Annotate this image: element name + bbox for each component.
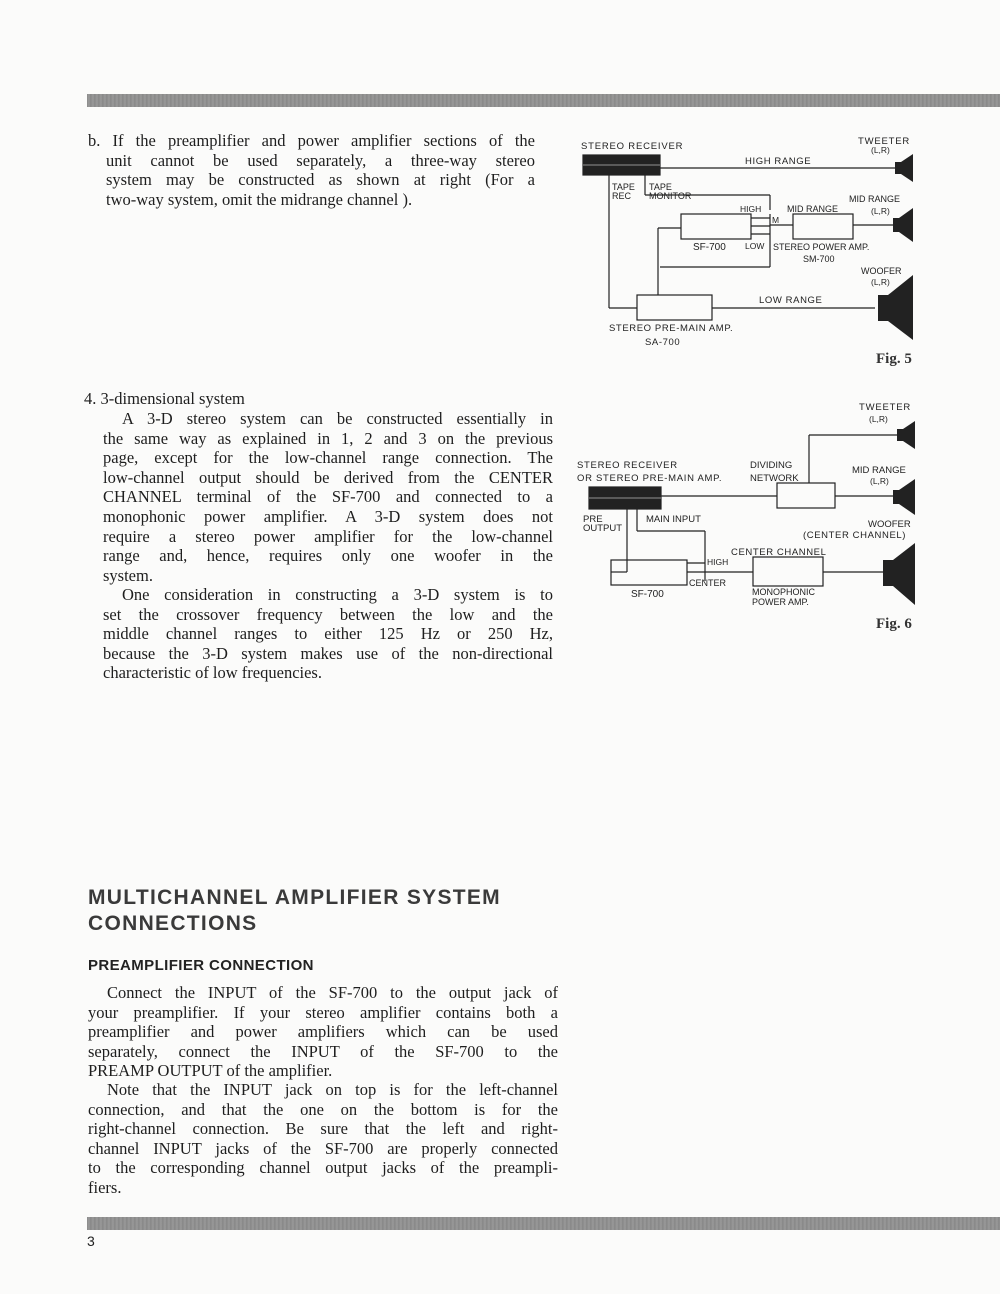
subsection-heading: PREAMPLIFIER CONNECTION [88, 957, 314, 974]
fig5-low-label: LOW [745, 241, 765, 251]
text-line: fiers. [88, 1177, 122, 1197]
fig6-main-input-label: MAIN INPUT [646, 514, 701, 525]
fig5-caption: Fig. 5 [876, 351, 912, 367]
fig5-mid-range-right-label: MID RANGE [849, 194, 901, 204]
bottom-rule [87, 1217, 1000, 1230]
fig5-tweeter-lr-label: (L,R) [871, 145, 890, 155]
text-line: the same way as explained in 1, 2 and 3 on the previous [103, 428, 553, 448]
section-4-paragraph-2 [103, 585, 553, 683]
text-line: middle channel ranges to either 125 Hz or 250 Hz, [103, 624, 553, 644]
fig5-sm700-label: SM-700 [803, 254, 835, 264]
fig5-m-label: M [772, 215, 780, 225]
preamp-paragraph-1 [88, 983, 558, 1081]
fig6-dividing-network-label: NETWORK [750, 473, 799, 484]
fig6-mid-range-lr-label: (L,R) [870, 476, 889, 486]
text-line: channel INPUT jacks of the SF-700 are properly connected [88, 1138, 558, 1158]
text-line: to the corresponding channel output jacks of the preampli- [88, 1158, 558, 1178]
fig5-woofer-label: WOOFER [861, 266, 902, 276]
top-rule [87, 94, 1000, 107]
section-heading-line: CONNECTIONS [88, 912, 258, 935]
fig5-tweeter-label: TWEETER [858, 136, 911, 147]
fig5-pre-main-amp-label: STEREO PRE-MAIN AMP. [609, 323, 734, 334]
fig6-stereo-receiver-label: STEREO RECEIVER [577, 460, 678, 471]
text-line: low-channel output should be derived from the CENTER [103, 467, 553, 487]
fig6-pre-output-label: PRE [583, 514, 603, 525]
fig6-caption: Fig. 6 [876, 616, 912, 632]
fig5-sa700-label: SA-700 [645, 337, 681, 348]
text-line: your preamplifier. If your stereo amplifier contains both a [88, 1002, 558, 1022]
fig5-high-range-label: HIGH RANGE [745, 156, 812, 167]
text-line: PREAMP OUTPUT of the amplifier. [88, 1061, 333, 1081]
text-line: characteristic of low frequencies. [103, 663, 322, 683]
fig6-center-channel-label: CENTER CHANNEL [731, 547, 827, 558]
text-line: system. [103, 565, 153, 585]
fig6-sf700-label: SF-700 [631, 589, 664, 600]
fig6-center-label: CENTER [689, 578, 727, 588]
fig5-tape-rec-label: TAPE [612, 182, 635, 192]
fig6-tweeter-lr-label: (L,R) [869, 414, 888, 424]
fig6-mid-range-label: MID RANGE [852, 465, 906, 476]
fig6-dividing-network-label: DIVIDING [750, 460, 793, 471]
text-line: b. If the preamplifier and power amplifier sections of the [88, 131, 535, 150]
text-line: connection, and that the one on the bottom is for the [88, 1099, 558, 1119]
text-line: because the 3-D system makes use of the non-directional [103, 643, 553, 663]
fig5-mid-range-label: MID RANGE [787, 204, 839, 214]
fig6-woofer-center-label: (CENTER CHANNEL) [803, 530, 907, 541]
section-heading [88, 885, 501, 937]
text-line: system may be constructed as shown at right (For a [106, 170, 535, 190]
fig6-diagram [573, 395, 923, 620]
section-4-paragraph-1 [103, 409, 553, 585]
text-line: Note that the INPUT jack on top is for the left-channel [107, 1080, 558, 1099]
fig6-monophonic-label: MONOPHONIC [752, 587, 815, 597]
text-line: two-way system, omit the midrange channel ). [106, 189, 413, 209]
fig5-stereo-power-amp-label: STEREO POWER AMP. [773, 242, 870, 252]
fig5-sf700-label: SF-700 [693, 242, 726, 253]
fig6-tweeter-label: TWEETER [859, 402, 912, 413]
fig5-tape-monitor-label: TAPE [649, 182, 672, 192]
fig6-pre-output-label: OUTPUT [583, 523, 623, 534]
fig6-stereo-receiver-label: OR STEREO PRE-MAIN AMP. [577, 473, 723, 484]
fig6-high-label: HIGH [707, 557, 729, 567]
fig5-tape-monitor-label: MONITOR [649, 191, 692, 201]
text-line: unit cannot be used separately, a three-way stereo [106, 150, 535, 170]
text-line: A 3-D stereo system can be constructed essentially in [122, 409, 553, 428]
text-line: range and, hence, requires only one woofer in the [103, 546, 553, 566]
text-line: Connect the INPUT of the SF-700 to the output jack of [107, 983, 558, 1002]
fig5-diagram [575, 130, 920, 350]
fig6-woofer-label: WOOFER [868, 519, 911, 530]
fig5-low-range-label: LOW RANGE [759, 295, 823, 306]
text-line: set the crossover frequency between the low and the [103, 604, 553, 624]
text-line: page, except for the low-channel range connection. The [103, 448, 553, 468]
fig5-tape-rec-label: REC [612, 191, 632, 201]
page-number: 3 [87, 1233, 95, 1249]
section-heading-line: MULTICHANNEL AMPLIFIER SYSTEM [88, 886, 501, 909]
section-b-paragraph [88, 131, 535, 209]
text-line: preamplifier and power amplifiers which can be used [88, 1022, 558, 1042]
fig5-high-label: HIGH [740, 204, 762, 214]
text-line: right-channel connection. Be sure that the left and right- [88, 1119, 558, 1139]
text-line: monophonic power amplifier. A 3-D system does not [103, 506, 553, 526]
fig6-monophonic-label: POWER AMP. [752, 597, 809, 607]
text-line: separately, connect the INPUT of the SF-700 to the [88, 1041, 558, 1061]
fig5-stereo-receiver-label: STEREO RECEIVER [581, 141, 684, 152]
section-4-title: 4. 3-dimensional system [84, 389, 245, 408]
preamp-paragraph-2 [88, 1080, 558, 1198]
text-line: require a stereo power amplifier for the low-channel [103, 526, 553, 546]
text-line: One consideration in constructing a 3-D system is to [122, 585, 553, 604]
fig5-woofer-lr-label: (L,R) [871, 277, 890, 287]
fig5-mid-range-lr-label: (L,R) [871, 206, 890, 216]
text-line: CHANNEL terminal of the SF-700 and connected to a [103, 487, 553, 507]
